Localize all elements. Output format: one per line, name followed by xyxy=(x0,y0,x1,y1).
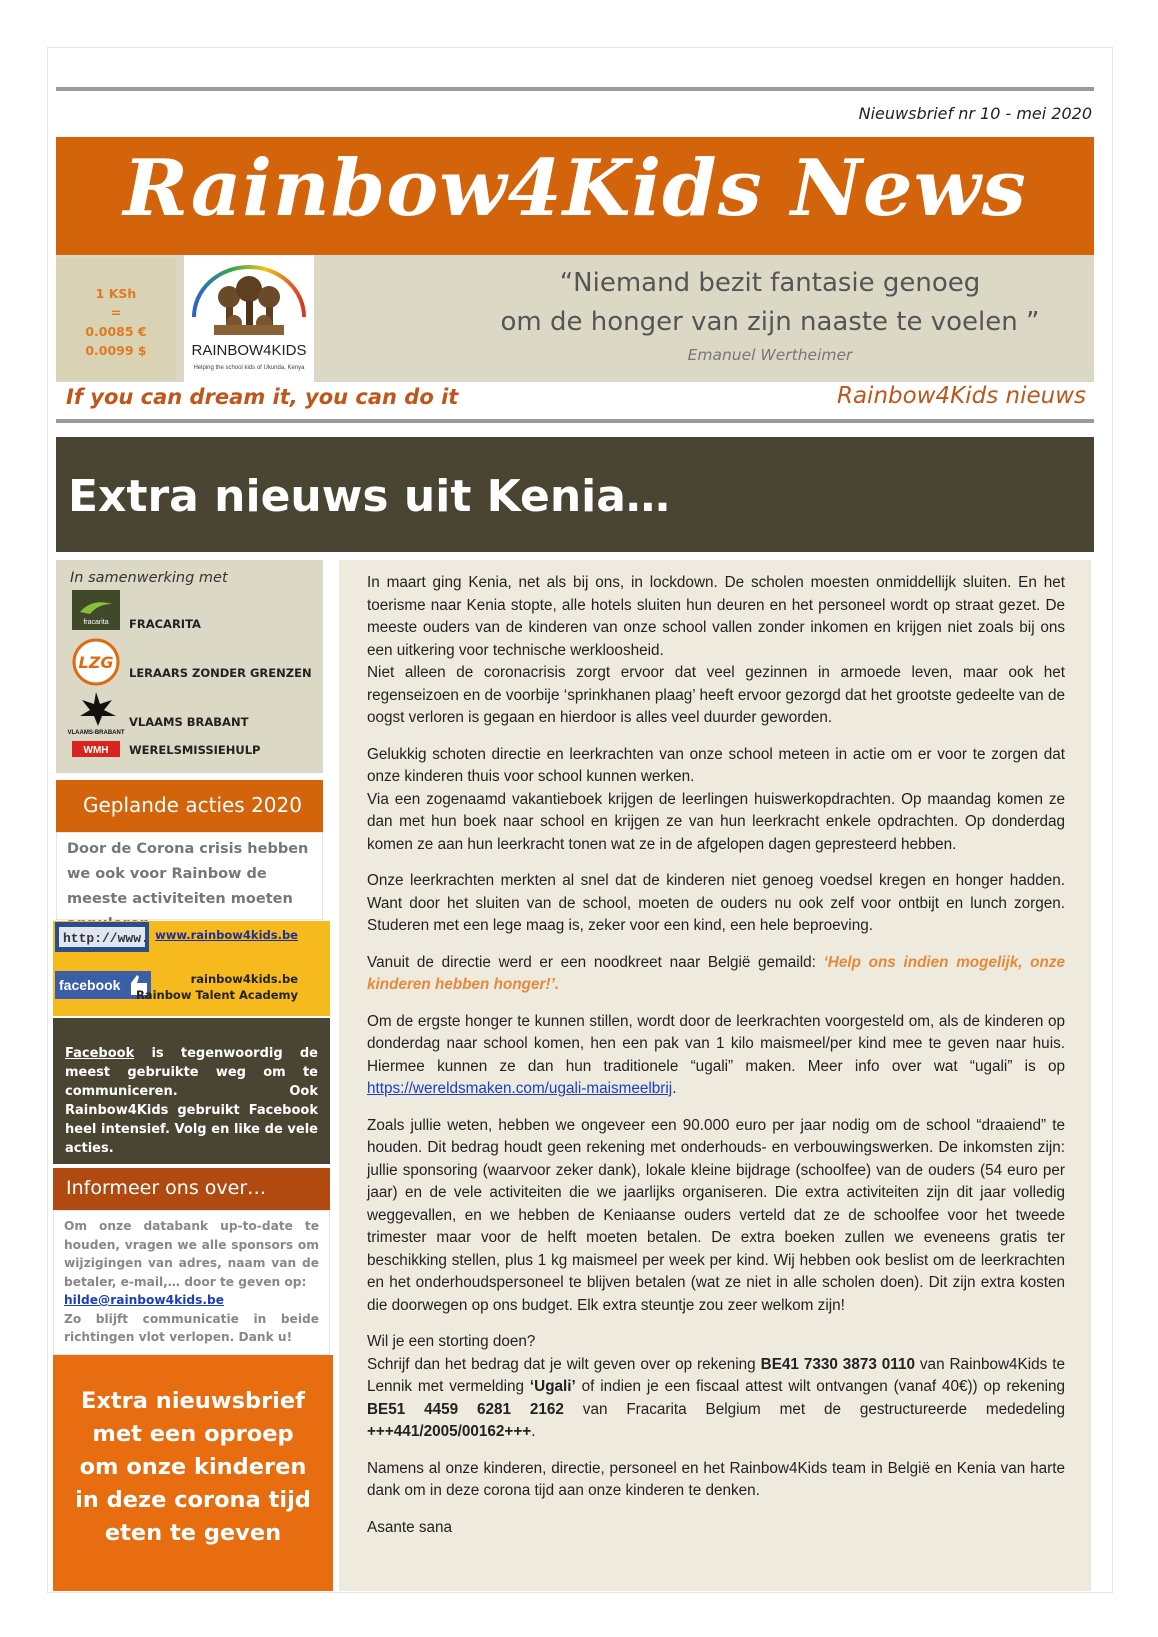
inform-text: Om onze databank up-to-date te houden, vragen we alle sponsors om wijzigingen van adres, naam van de betaler, e-mail,… door te geven op: xyxy=(64,1219,319,1289)
rate-line: = xyxy=(110,305,122,320)
structured-reference: +++441/2005/00162+++ xyxy=(367,1423,532,1440)
http-icon xyxy=(55,922,149,952)
partner-vlaams-brabant: VLAAMS BRABANT xyxy=(129,715,249,729)
partners-title: In samenwerking met xyxy=(70,570,228,586)
paragraph: In maart ging Kenia, net als bij ons, in lockdown. De scholen moesten onmiddellijk sluiten. En het toerisme naar Kenia stopte, alle hotels sluiten hun deuren en het personeel wordt op straat gezet. De meeste ouders van de kinderen van onze school vallen zonder inkomen en krijgen niet zoals bij ons een uitkering voor technische werkloosheid. Niet alleen de coronacrisis zorgt ervoor dat veel gezinnen in armoede leven, maar ook het regenseizoen en de voorbije ‘sprinkhanen plaag’ heeft ervoor gezorgd dat het grootste gedeelte van de oogst verloren is gegaan en hierdoor is alles veel duurder geworden. xyxy=(367,574,1065,726)
masthead-banner xyxy=(56,137,1094,255)
svg-text:WMH: WMH xyxy=(83,745,109,756)
svg-text:http://www.: http://www. xyxy=(63,931,149,946)
fb-page-1[interactable]: rainbow4kids.be xyxy=(190,972,298,986)
rate-line: 0.0099 $ xyxy=(85,343,147,358)
paragraph: Om de ergste honger te kunnen stillen, wordt door de leerkrachten voorgesteld om, als de kinderen op donderdag naar school komen, hen een pak van 1 kilo maismeel/per kind mee te geven naar huis. Hiermee kunnen ze dan hun traditionele “ugali” maken. Meer info over wat “ugali” is op https://wereldsmaken.com/ugali-maismeelbrij. xyxy=(367,1012,1065,1097)
rate-line: 1 KSh xyxy=(95,286,137,301)
paragraph: Gelukkig schoten directie en leerkrachten van onze school meteen in actie om er voor te zorgen dat onze kinderen thuis voor school kunnen werken. Via een zogenaamd vakantieboek krijgen de leerlingen huiswerkopdrachten. Op maandag komen ze dan met hun boek naar school en krijgen ze van hun leerkracht enkele opdrachten. Op donderdag komen ze aan hun leerkracht tonen wat ze in de afgelopen dagen gepresteerd hebben. xyxy=(367,745,1065,853)
svg-text:fracarita: fracarita xyxy=(83,619,109,626)
rainbow-logo-icon xyxy=(184,255,314,382)
paragraph: Namens al onze kinderen, directie, personeel en het Rainbow4Kids team in België en Kenia van harte dank om in deze corona tijd aan onze kinderen te denken. xyxy=(367,1459,1065,1499)
masthead-title: Rainbow4Kids News xyxy=(123,143,1027,234)
quote-line-1: “Niemand bezit fantasie genoeg xyxy=(559,268,981,298)
partners-box xyxy=(56,560,323,773)
headline: Extra nieuws uit Kenia… xyxy=(68,471,670,522)
callout-line: eten te geven xyxy=(104,1520,282,1546)
vlaams-brabant-logo-icon xyxy=(67,690,125,736)
partner-wmh: WERELSMISSIEHULP xyxy=(129,743,261,757)
callout-line: in deze corona tijd xyxy=(75,1487,311,1513)
rainbow4kids-logo xyxy=(184,255,314,382)
headline-banner xyxy=(56,437,1094,552)
section-label: Rainbow4Kids nieuws xyxy=(836,383,1086,409)
svg-text:facebook: facebook xyxy=(59,977,121,993)
inform-email-link[interactable]: hilde@rainbow4kids.be xyxy=(64,1293,225,1307)
plea-quote: ‘Help ons indien mogelijk, onze kinderen hebben honger!’. xyxy=(367,953,1066,993)
lzg-logo-icon xyxy=(72,638,120,686)
paragraph: Wil je een storting doen? Schrijf dan het bedrag dat je wilt geven over op rekening BE41 7330 3873 0110 van Rainbow4Kids te Lennik met vermelding ‘Ugali’ of indien je een fiscaal attest wilt ontvangen (vanaf 40€)) op rekening BE51 4459 6281 2162 van Fracarita Belgium met de gestructureerde mededeling +++441/2005/00162+++. xyxy=(367,1333,1065,1440)
issue-label: Nieuwsbrief nr 10 - mei 2020 xyxy=(858,104,1092,123)
rate-line: 0.0085 € xyxy=(85,324,147,339)
callout-line: Extra nieuwsbrief xyxy=(81,1388,305,1414)
facebook-link[interactable]: Facebook xyxy=(65,1046,135,1061)
top-rule xyxy=(56,87,1094,91)
inform-text-2: Zo blijft communicatie in beide richtingen vlot verlopen. Dank u! xyxy=(64,1311,319,1344)
callout-line: met een oproep xyxy=(92,1421,294,1447)
inform-title: Informeer ons over… xyxy=(66,1177,267,1199)
links-box xyxy=(53,921,330,1016)
svg-text:LZG: LZG xyxy=(78,653,114,672)
fracarita-logo-icon xyxy=(72,590,120,630)
logo-tagline: Helping the school kids of Ukunda, Kenya xyxy=(193,365,305,371)
account-number-1: BE41 7330 3873 0110 xyxy=(760,1355,915,1373)
facebook-box xyxy=(53,1018,330,1164)
fb-page-2[interactable]: Rainbow Talent Academy xyxy=(135,988,298,1002)
quote-line-2: om de honger van zijn naaste te voelen ” xyxy=(500,307,1040,337)
callout-box xyxy=(53,1355,333,1591)
header-rule xyxy=(56,419,1094,423)
partner-lzg: LERAARS ZONDER GRENZEN xyxy=(129,666,312,680)
facebook-text: is tegenwoordig de meest gebruikte weg om te communiceren. Ook Rainbow4Kids gebruikt Facebook heel intensief. Volg en like de vele acties. xyxy=(65,1046,318,1156)
website-link[interactable]: www.rainbow4kids.be xyxy=(155,928,298,942)
exchange-rate-box xyxy=(56,258,176,380)
gepland-text: Door de Corona crisis hebben we ook voor Rainbow de meeste activiteiten moeten xyxy=(56,832,323,920)
article-panel xyxy=(339,560,1091,1591)
partner-fracarita: FRACARITA xyxy=(129,617,201,631)
inform-header xyxy=(53,1168,330,1210)
motto: If you can dream it, you can do it xyxy=(66,385,459,409)
paragraph: Onze leerkrachten merkten al snel dat de kinderen niet genoeg voedsel kregen en honger hadden. Want door het sluiten van de school, moeten de ouders nu ook zelf voor ontbijt en lunch zorgen. Studeren met een lege maag is, zeker voor een kind, een hele beproeving. xyxy=(367,872,1065,934)
callout-line: om onze kinderen xyxy=(79,1454,307,1480)
ugali-link[interactable]: https://wereldsmaken.com/ugali-maismeelbrij xyxy=(367,1080,673,1097)
account-number-2: BE51 4459 6281 2162 xyxy=(367,1400,564,1418)
paragraph: Vanuit de directie werd er een noodkreet naar België gemaild: ‘Help ons indien mogelijk, onze kinderen hebben honger!’. xyxy=(367,953,1066,993)
gepland-title: Geplande acties 2020 xyxy=(83,793,302,817)
quote-author: Emanuel Wertheimer xyxy=(687,346,853,364)
article-body xyxy=(367,572,1065,1553)
svg-text:VLAAMS-BRABANT: VLAAMS-BRABANT xyxy=(67,730,125,736)
inform-box xyxy=(53,1210,330,1355)
gepland-header xyxy=(56,780,323,832)
closing: Asante sana xyxy=(367,1518,453,1536)
logo-wordmark: RAINBOW4KIDS xyxy=(191,342,307,359)
wmh-logo-icon xyxy=(72,741,120,757)
paragraph: Zoals jullie weten, hebben we ongeveer een 90.000 euro per jaar nodig om de school “draaiend” te houden. Dit bedrag houdt geen rekening met onderhouds- en verbouwingswerken. De inkomsten zijn: jullie sponsoring (waarvoor zeker dank), lokale kleine bijdrage (schoolfee) van de ouders (54 euro per jaar) en de vele activiteiten die we jaarlijks organiseren. Die extra activiteiten zijn dit jaar volledig weggevallen, en we hebben de Keniaanse ouders verteld dat ze de schoolfee voor het tweede trimester maar voor de helft moeten betalen. De extra boeken zullen we eveneens gratis ter beschikking stellen, plus 1 kg maismeel per week per kind. Wij hebben ook beslist om de leerkrachten en het onderhoudspersoneel te blijven betalen (wat ze niet in alle scholen doen). Dit zijn extra kosten die doorwegen op ons budget. Elk extra steuntje zou zeer welkom zijn! xyxy=(367,1116,1065,1314)
